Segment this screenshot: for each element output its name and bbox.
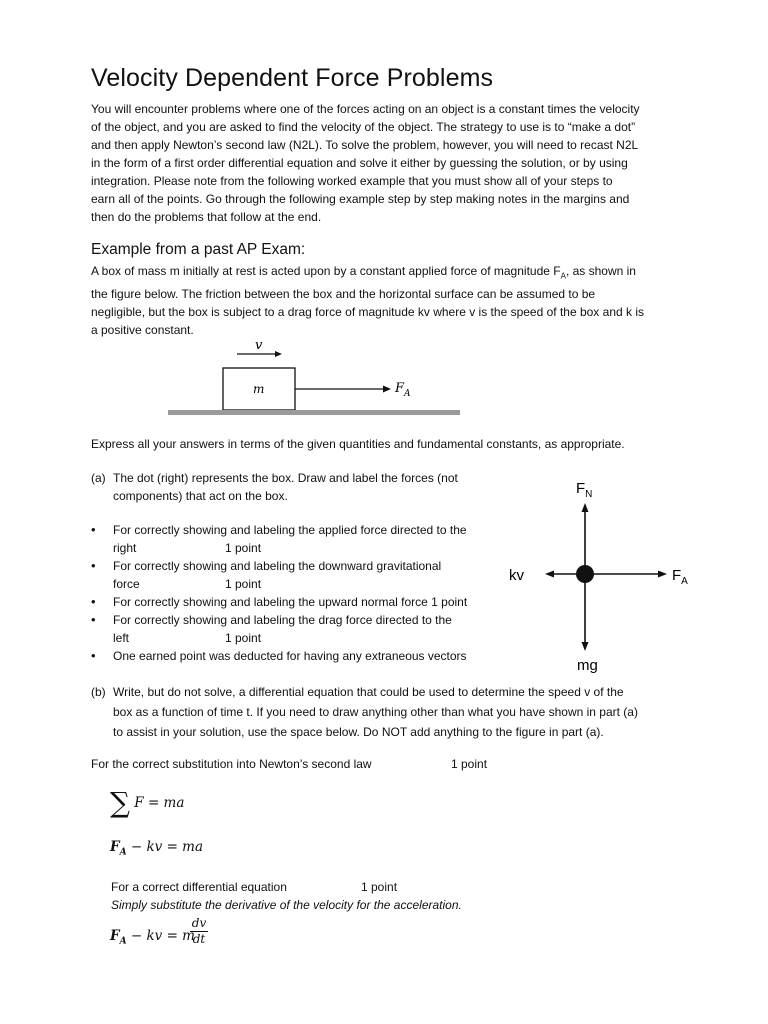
applied-force-label: $F_A$ [672,567,688,587]
document-page: Velocity Dependent Force Problems You will encounter problems where one of the forces acting on an object is a constant times the velocity of the object, and you are asked to find the velocity of the object. The strategy to use is to “make a dot” and then apply Newton’s second law (N2L). To solve the problem, however, you will need to recast N2L in the form of a first order differential equation and solve it either by guessing the solution, or by using integration. Please note from the following worked example that you must show all of your steps to earn all of the points. Go through the following example step by step making notes in the margins and then do the problems that follow at the end. Example from a past AP Exam: A box of mass m initially at rest is acted upon by a constant applied force of magnitude $F_A$, as shown in the figure below. The friction between the box and the horizontal surface can be assumed to be negligible, but the box is subject to a drag force of magnitude kv where v is the speed of the box and k is a positive constant. v m $F_A$ Express all your answers in terms of the given quantities and fundamental constants, as appropriate. (a) The dot (right) represents the box. Draw and label the forces (not components) that act on the box. • For correctly showing and labeling the applied force directed to the right 1 point • For correctly showing and labeling the downward gravitational force 1 point • For correctly showing and labeling the upward normal force 1 point • For correctly showing and labeling the drag force directed to the left 1 point • One earned point was deducted for having any extraneous vectors $F_N$ kv $F_A$ mg (b) Write, but do not solve, a differential equation that could be used to determine the speed v of the box as a function of time t. If you need to draw anything other than what you have shown in part (a) to assist in your solution, use the space below. Do NOT add anything to the figure in part (a). For the correct substitution into Newton’s second law 1 point ∑ F = ma $F_A$ − kv = ma For a correct differential equation 1 point Simply substitute the derivative of the velocity for the acceleration. $F_A$ − kv = m dv dt [0,0,768,1024]
velocity-label: v [255,338,263,353]
n2l-scoring-line: For the correct substitution into Newton’s second law 1 point [91,757,488,771]
problem-paragraph [91,262,691,339]
list-item: • One earned point was deducted for having any extraneous vectors [91,647,511,665]
problem-line: a positive constant. [91,323,194,338]
diff-eq-scoring-line: For a correct differential equation 1 point [111,880,398,894]
part-a-text: The dot (right) represents the box. Draw and label the forces (not components) that act on the box. [113,471,458,503]
box-figure [165,336,465,418]
problem-line: the figure below. The friction between the box and the horizontal surface can be assumed to be [91,287,596,302]
intro-line: in the form of a first order differential equation and solve it either by guessing the solution, or by using [91,156,628,170]
list-item: • For correctly showing and labeling the drag force directed to the left 1 point [91,611,511,647]
part-a-label: (a) [91,471,106,485]
list-item: • For correctly showing and labeling the upward normal force 1 point [91,593,511,611]
weight-arrowhead [582,642,589,651]
velocity-arrow-head [275,351,282,357]
intro-line: earn all of the points. Go through the following example step by step making notes in the margins and [91,192,630,206]
mass-label: m [253,382,265,396]
scoring-list-a [91,521,511,665]
equation-n2l: $F_A$ − kv = ma [110,839,204,858]
normal-force-label: $F_N$ [576,480,593,500]
box-dot [576,565,594,583]
express-line: Express all your answers in terms of the given quantities and fundamental constants, as appropriate. [91,437,625,451]
intro-paragraph [91,100,691,226]
normal-force-arrowhead [582,503,589,512]
page-title: Velocity Dependent Force Problems [91,64,494,92]
part-b-text: Write, but do not solve, a differential equation that could be used to determine the speed v of the box as a function of time t. If you need to draw anything other than what you have shown in part (a) to assist in your solution, use the space below. Do NOT add anything to the figure in part (a). [113,685,638,739]
force-label: $F_A$ [395,381,411,399]
force-arrow-head [383,386,391,393]
intro-line: of the object, and you are asked to find the velocity of the object. The strategy to use is to “make a dot” [91,120,636,134]
problem-line: negligible, but the box is subject to a drag force of magnitude kv where v is the speed of the box and k is [91,305,644,320]
part-b-label: (b) [91,685,106,699]
list-item: • For correctly showing and labeling the applied force directed to the right 1 point [91,521,511,557]
intro-line: and then apply Newton’s second law (N2L). To solve the problem, however, you will need to recast N2L [91,138,639,152]
fraction: dv dt [191,916,207,946]
surface [168,410,460,415]
drag-force-label: kv [509,567,524,584]
intro-line: then do the problems that follow at the end. [91,210,322,224]
applied-force-arrowhead [658,571,667,578]
drag-force-arrowhead [545,571,554,578]
intro-line: integration. Please note from the following worked example that you must show all of your steps to [91,174,613,188]
problem-line: A box of mass m initially at rest is acted upon by a constant applied force of magnitude $F_A$, as shown in [91,264,636,281]
free-body-diagram [500,470,700,680]
list-item: • For correctly showing and labeling the downward gravitational force 1 point [91,557,511,593]
substitution-note: Simply substitute the derivative of the velocity for the acceleration. [111,898,462,912]
equation-sum: ∑ F = ma [110,786,185,819]
example-heading: Example from a past AP Exam: [91,241,306,258]
intro-line: You will encounter problems where one of the forces acting on an object is a constant times the velocity [91,102,640,116]
weight-label: mg [577,657,598,674]
